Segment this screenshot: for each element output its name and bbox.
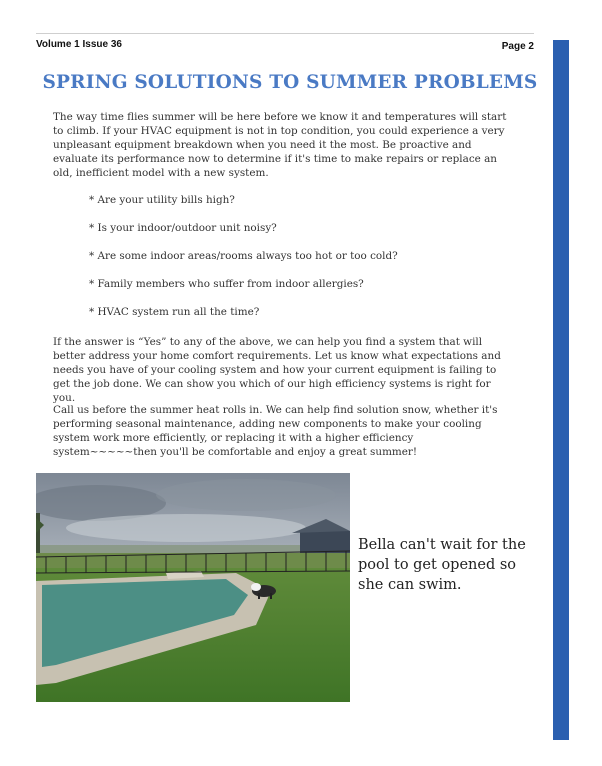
page-number: Page 2 — [501, 41, 534, 52]
article-title: SPRING SOLUTIONS TO SUMMER PROBLEMS — [42, 72, 538, 93]
question-item: * Are your utility bills high? — [89, 194, 235, 206]
photo-caption: Bella can't wait for the pool to get opened so she can swim. — [358, 537, 526, 593]
pool-photo — [36, 473, 350, 702]
call-paragraph: Call us before the summer heat rolls in. We can help find solution snow, whether it's performing seasonal maintenance, adding new components to make your cooling system work more efficiently, or replacing it with a higher efficiency system~~~~~then you'll be comfortable and enjoy a great summer! — [53, 404, 498, 458]
blue-side-bar — [553, 40, 569, 740]
header-rule — [36, 33, 534, 34]
volume-issue: Volume 1 Issue 36 — [36, 39, 122, 50]
question-item: * Are some indoor areas/rooms always too hot or too cold? — [89, 250, 398, 262]
question-item: * Is your indoor/outdoor unit noisy? — [89, 222, 277, 234]
intro-paragraph: The way time flies summer will be here before we know it and temperatures will start to climb. If your HVAC equipment is not in top condition, you could experience a very unpleasant equipment breakdown when you need it the most. Be proactive and evaluate its performance now to determine if it's time to make repairs or replace an old, inefficient model with a new system. — [53, 111, 507, 179]
question-list — [89, 193, 509, 333]
question-item: * Family members who suffer from indoor allergies? — [89, 278, 364, 290]
question-item: * HVAC system run all the time? — [89, 306, 260, 318]
newsletter-header — [36, 36, 534, 52]
answer-paragraph: If the answer is “Yes” to any of the above, we can help you find a system that will better address your home comfort requirements. Let us know what expectations and needs you have of your cooling system and how your current equipment is failing to get the job done. We can show you which of our high efficiency systems is right for you. — [53, 336, 501, 404]
